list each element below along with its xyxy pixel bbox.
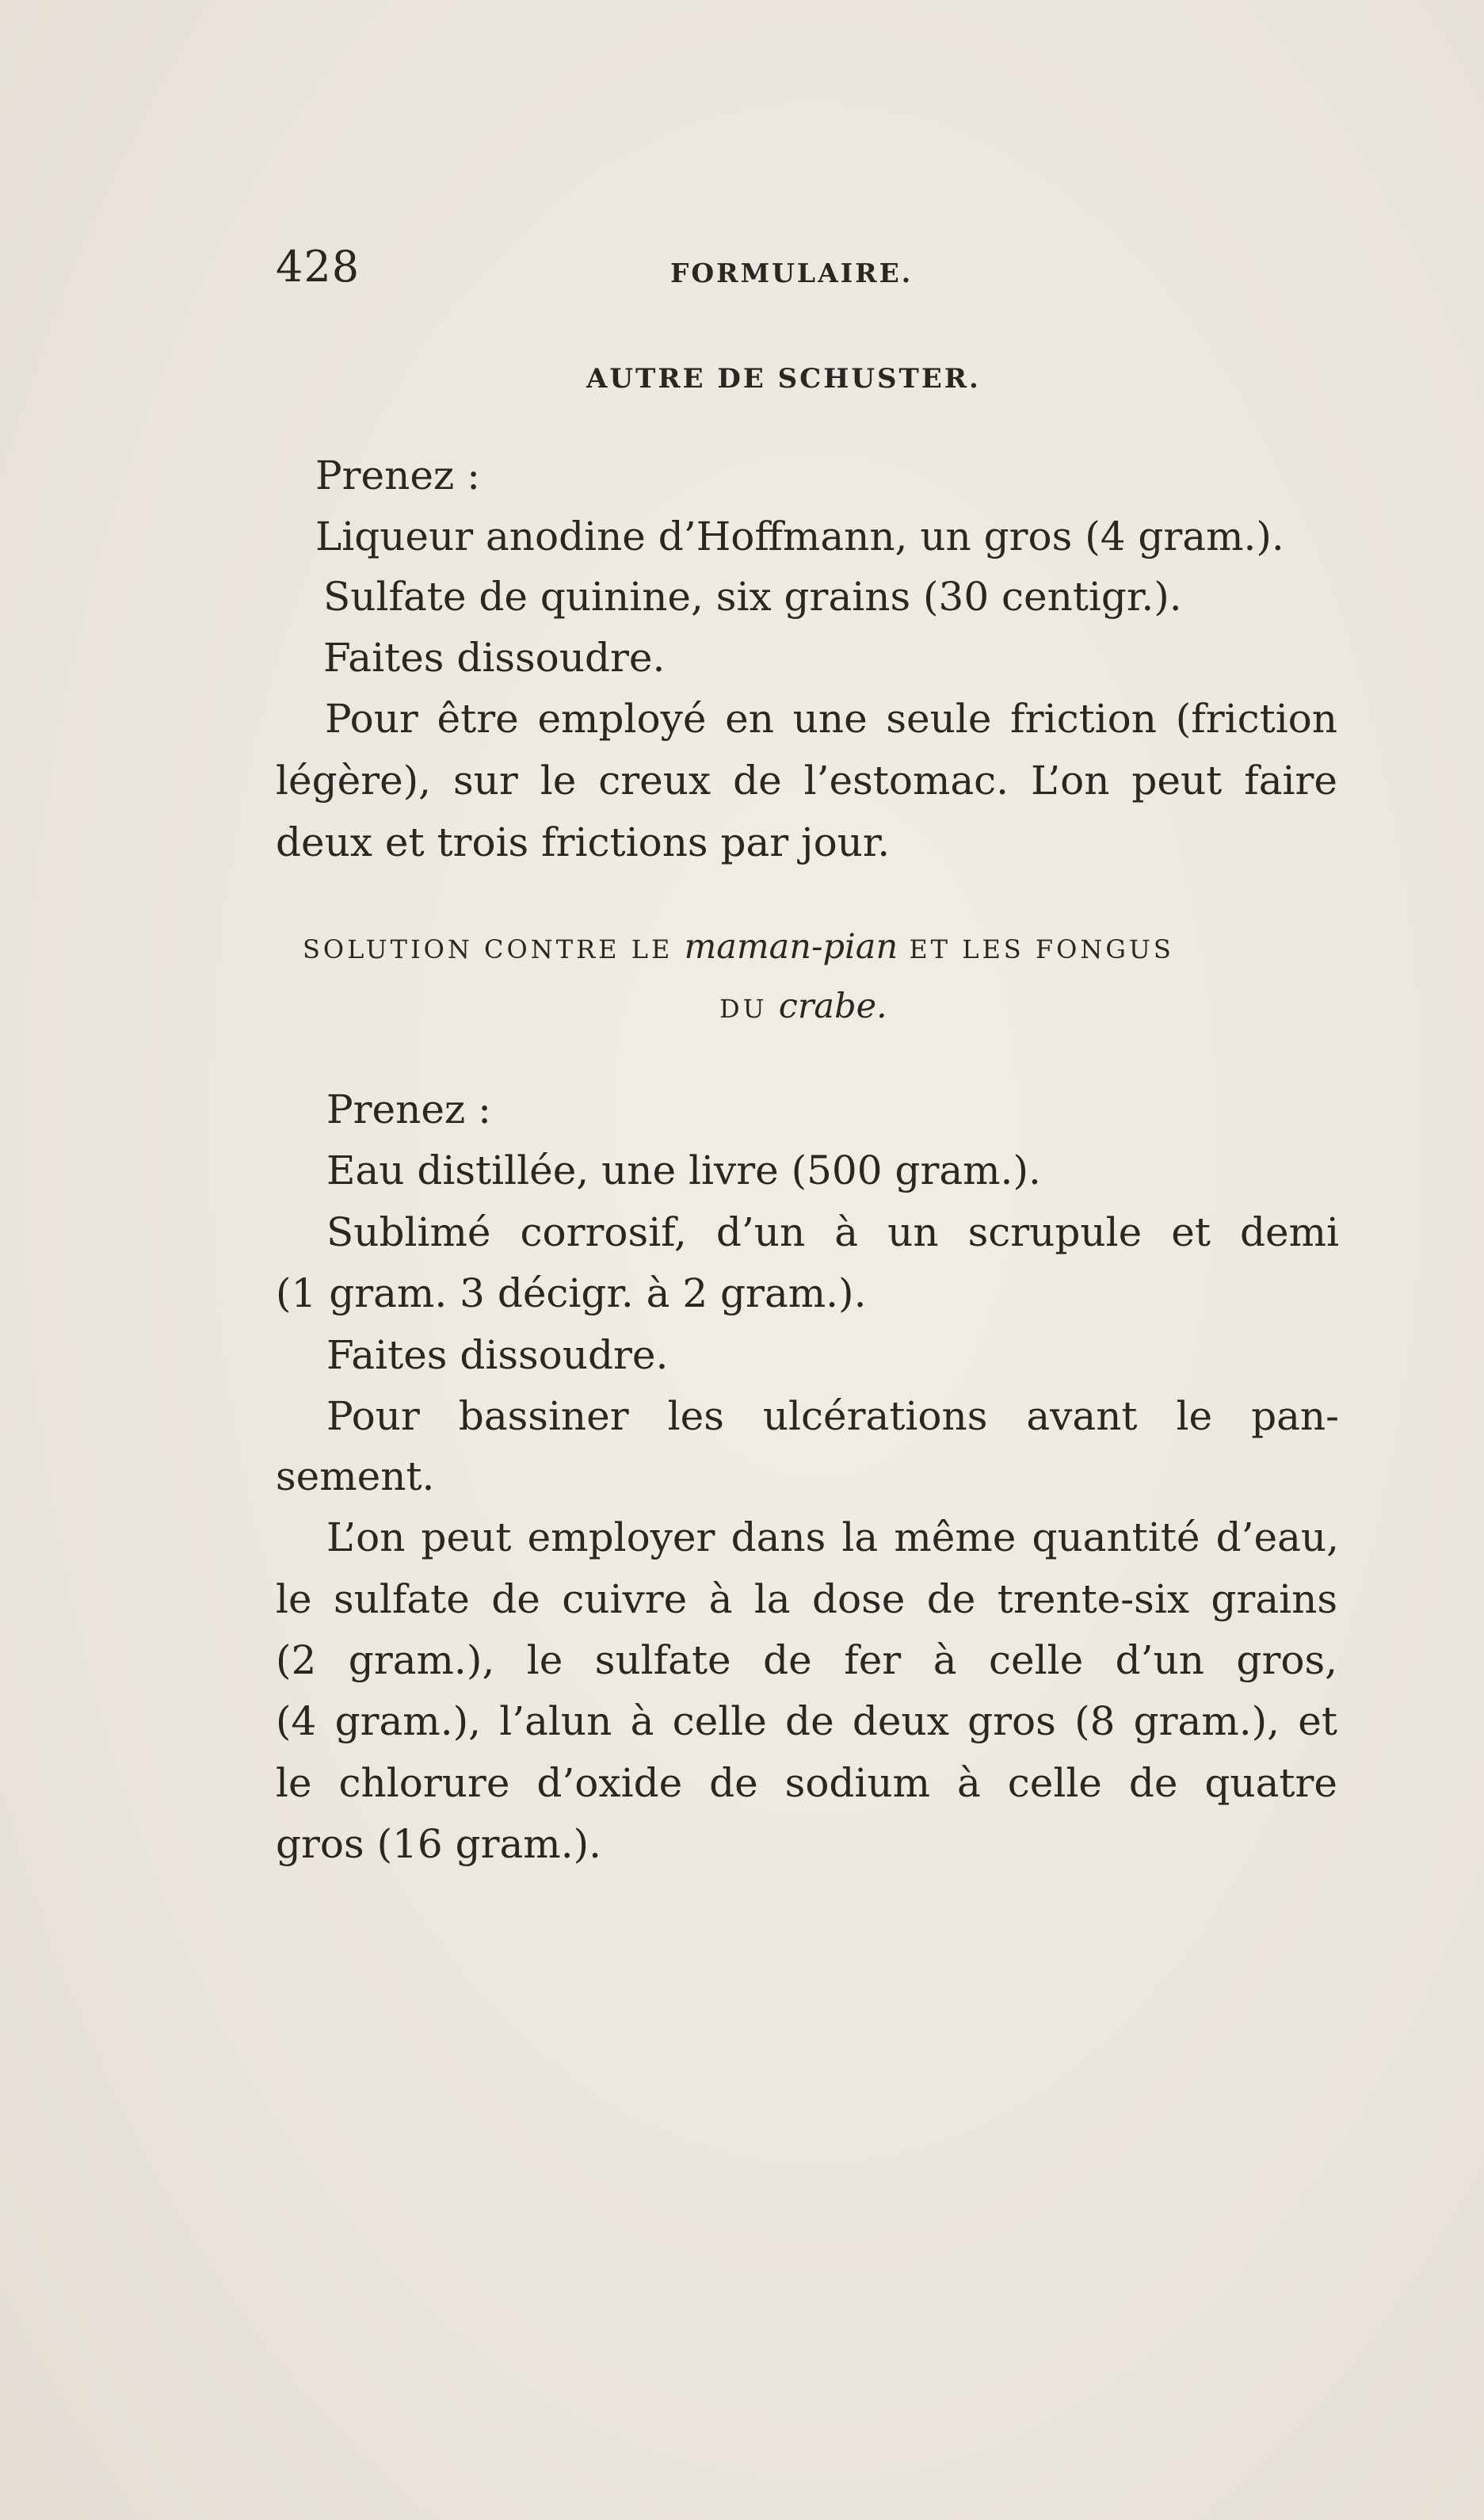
section-heading-solution-line2 (719, 987, 887, 1026)
heading-text: SOLUTION CONTRE LE (303, 934, 685, 964)
body-line: (2 gram.), le sulfate de fer à celle d’un gros, (276, 1637, 1337, 1683)
running-head: FORMULAIRE. (670, 258, 914, 288)
page-header (276, 242, 1339, 305)
page-number: 428 (276, 242, 361, 292)
body-line: L’on peut employer dans la même quantité d’eau, (326, 1514, 1339, 1560)
body-line: Faites dissoudre. (323, 635, 666, 681)
body-line: le chlorure d’oxide de sodium à celle de quatre (276, 1760, 1337, 1806)
body-line: Liqueur anodine d’Hoffmann, un gros (4 gram.). (315, 514, 1284, 559)
section-heading-schuster: AUTRE DE SCHUSTER. (586, 363, 981, 395)
body-line: légère), sur le creux de l’estomac. L’on peut faire (276, 758, 1337, 804)
body-line: Prenez : (315, 452, 481, 498)
heading-text: ET LES FONGUS (898, 934, 1174, 964)
body-line: deux et trois frictions par jour. (276, 819, 891, 865)
body-line: Prenez : (326, 1086, 492, 1132)
body-line: Eau distillée, une livre (500 gram.). (326, 1147, 1041, 1193)
body-line: gros (16 gram.). (276, 1821, 602, 1867)
section-heading-solution (303, 927, 1174, 967)
body-line: (4 gram.), l’alun à celle de deux gros (8 gram.), et (276, 1698, 1337, 1744)
body-line: Pour bassiner les ulcérations avant le pan- (326, 1393, 1339, 1439)
body-line: (1 gram. 3 décigr. à 2 gram.). (276, 1270, 867, 1316)
heading-italic-term: crabe. (778, 987, 887, 1026)
body-line: Sublimé corrosif, d’un à un scrupule et demi (326, 1209, 1339, 1255)
body-line: Sulfate de quinine, six grains (30 centigr.). (323, 574, 1182, 620)
heading-text: DU (719, 994, 779, 1024)
body-line: le sulfate de cuivre à la dose de trente-six grains (276, 1576, 1337, 1622)
body-line: Faites dissoudre. (326, 1332, 669, 1378)
body-line: sement. (276, 1453, 435, 1499)
body-line: Pour être employé en une seule friction (friction (325, 696, 1337, 742)
heading-italic-term: maman-pian (684, 927, 898, 967)
